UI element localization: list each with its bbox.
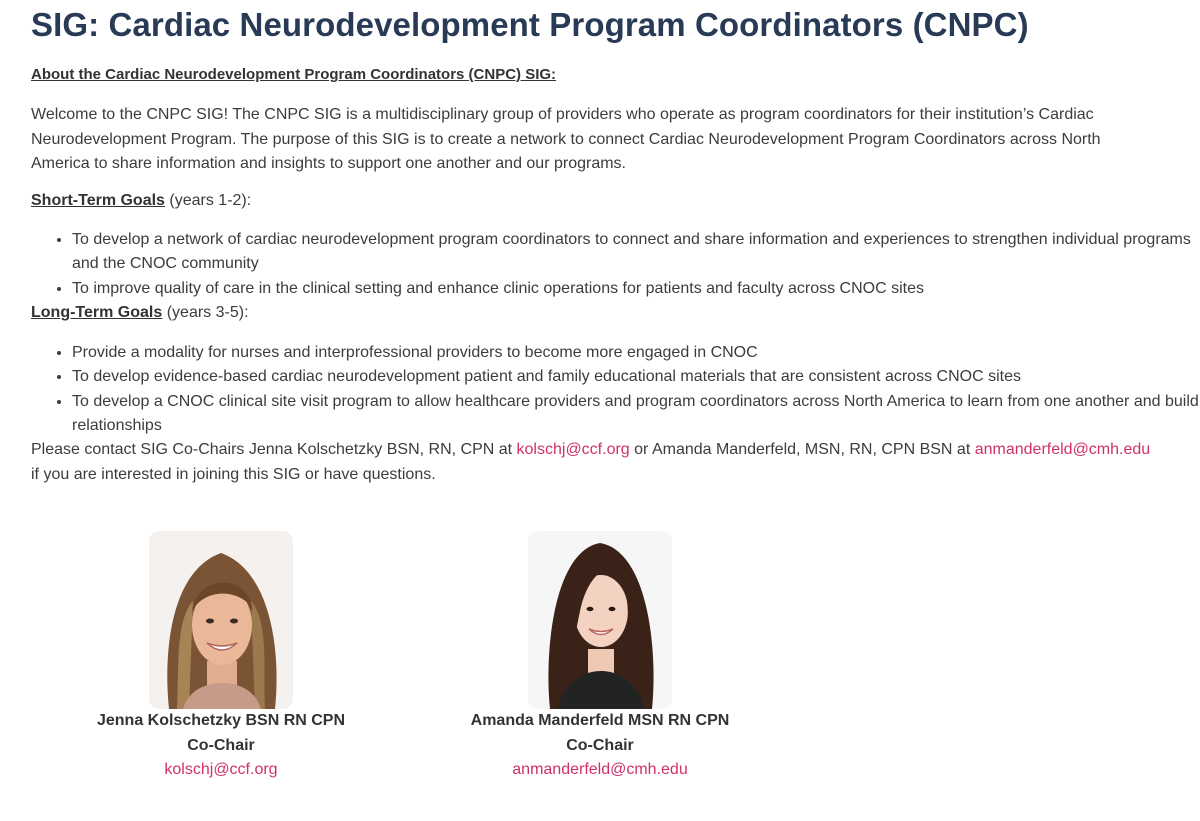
portrait-jenna-image — [149, 531, 293, 709]
co-chair-name: Amanda Manderfeld MSN RN CPN — [470, 712, 730, 729]
short-term-goals-years: (years 1-2): — [164, 192, 252, 209]
page-title: SIG: Cardiac Neurodevelopment Program Coordinators (CNPC) — [31, 6, 1029, 43]
avatar-jenna — [149, 531, 293, 709]
long-term-goals-heading — [31, 301, 249, 325]
contact-paragraph — [31, 438, 1161, 487]
list-item: • To develop a CNOC clinical site visit program to allow healthcare providers and program coordinators across North America to learn from one another and build relationships — [72, 390, 1200, 439]
co-chair-role: Co-Chair — [566, 736, 634, 754]
co-chair-email-link[interactable]: anmanderfeld@cmh.edu — [512, 761, 688, 778]
co-chair-card-jenna — [71, 531, 371, 783]
email-link-jenna[interactable]: kolschj@ccf.org — [516, 441, 630, 458]
list-item: • To develop evidence-based cardiac neurodevelopment patient and family educational materials that are consistent across CNOC sites — [72, 365, 1200, 389]
avatar-amanda — [528, 531, 672, 709]
short-term-goals-heading — [31, 189, 251, 213]
list-item: • To develop a network of cardiac neurodevelopment program coordinators to connect and share information and experiences to strengthen individual programs and the CNOC community — [72, 228, 1200, 277]
short-term-goals-list — [31, 228, 1200, 301]
long-term-goals-label: Long-Term Goals — [31, 304, 163, 321]
co-chair-name: Jenna Kolschetzky BSN RN CPN — [96, 712, 346, 729]
long-term-goals-list — [31, 341, 1200, 439]
contact-text: if you are interested in joining this SIG or have questions. — [31, 465, 436, 483]
co-chair-card-amanda — [450, 531, 750, 783]
list-item: • To improve quality of care in the clinical setting and enhance clinic operations for patients and faculty across CNOC sites — [72, 277, 1200, 301]
contact-text: Please contact SIG Co-Chairs Jenna Kolschetzky BSN, RN, CPN at — [31, 441, 517, 458]
contact-text: or Amanda Manderfeld, MSN, RN, CPN BSN at — [629, 441, 975, 458]
short-term-goals-label: Short-Term Goals — [31, 192, 165, 209]
email-link-amanda[interactable]: anmanderfeld@cmh.edu — [974, 441, 1151, 458]
intro-paragraph: Welcome to the CNPC SIG! The CNPC SIG is a multidisciplinary group of providers who operate as program coordinators for their institution’s Cardiac Neurodevelopment Program. The purpose of this SIG is to create a network to connect Cardiac Neurodevelopment Program Coordinators across North America to share information and insights to support one another and our programs. — [31, 106, 1101, 172]
portrait-amanda-image — [528, 531, 672, 709]
about-heading: About the Cardiac Neurodevelopment Program Coordinators (CNPC) SIG: — [31, 66, 557, 83]
list-item: • Provide a modality for nurses and interprofessional providers to become more engaged in CNOC — [72, 341, 1200, 365]
co-chair-role: Co-Chair — [187, 736, 255, 754]
co-chair-email-link[interactable]: kolschj@ccf.org — [164, 761, 278, 778]
long-term-goals-years: (years 3-5): — [162, 304, 249, 321]
